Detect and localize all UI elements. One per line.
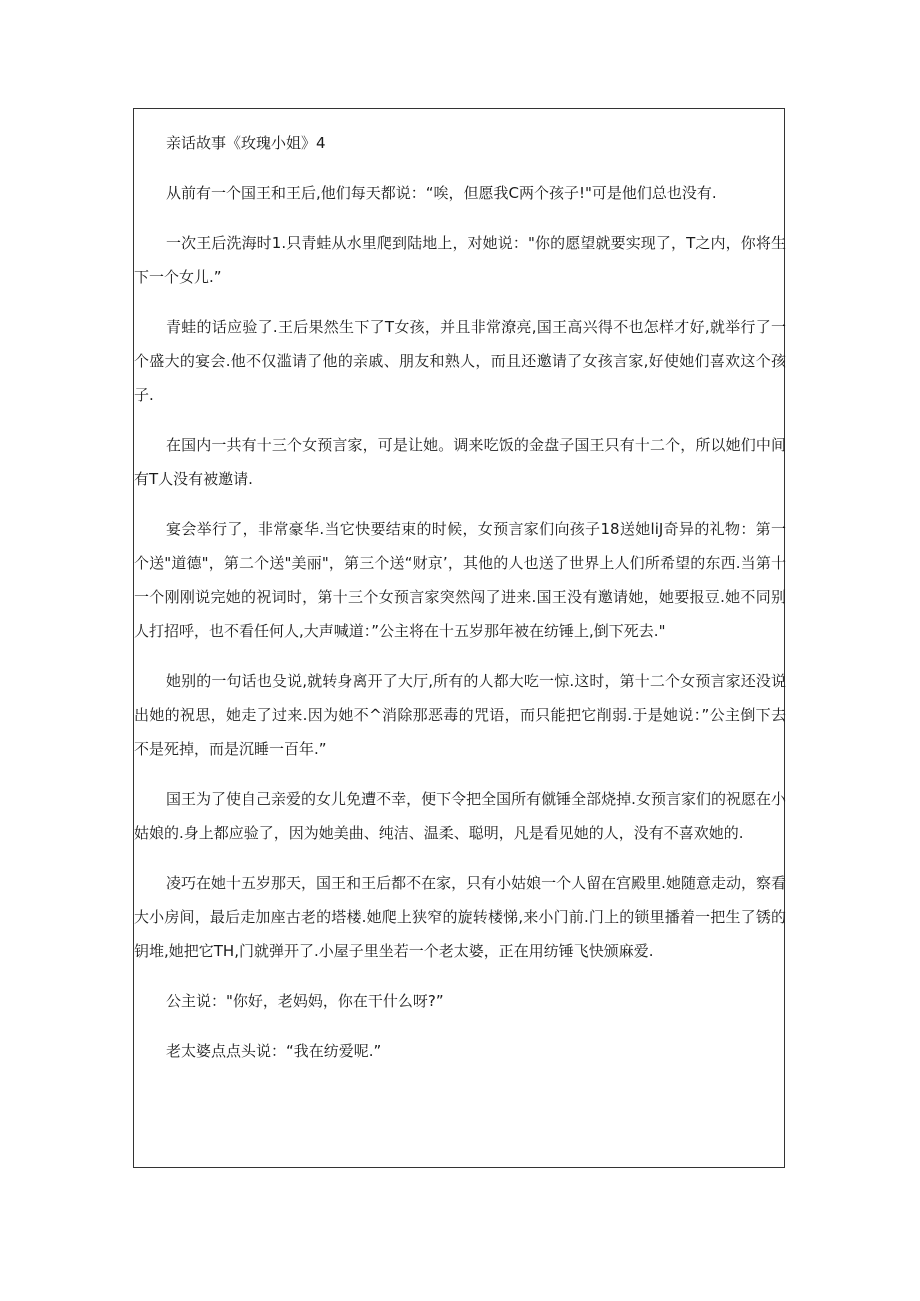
- page-frame: [133, 108, 785, 1168]
- document-body: [134, 126, 786, 1068]
- document-title: 亲话故事《玫瑰小姐》4: [166, 134, 326, 152]
- paragraph-3: 青蛙的话应验了.王后果然生下了T女孩，并且非常潦亮,国王高兴得不也怎样才好,就举行了一个盛大的宴会.他不仅滥请了他的亲戚、朋友和熟人，而且还邀请了女孩言家,好使她们喜欢这个孩子.: [134, 318, 786, 404]
- paragraph-4: 在国内一共有十三个女预言家，可是让她。调来吃饭的金盘子国王只有十二个，所以她们中间有T人没有被邀请.: [134, 436, 786, 488]
- paragraph-6: 她别的一句话也殳说,就转身离开了大厅,所有的人都大吃一惊.这时，第十二个女预言家还没说出她的祝思，她走了过来.因为她不^消除那恶毒的咒语，而只能把它削弱.于是她说：”公主倒下去不是死掉，而是沉睡一百年.”: [134, 672, 786, 758]
- paragraph-1: 从前有一个国王和王后,他们每天都说：“唉，但愿我C两个孩子!"可是他们总也没有.: [166, 184, 717, 202]
- paragraph-8: 凌巧在她十五岁那天，国王和王后都不在家，只有小姑娘一个人留在宫殿里.她随意走动，察看大小房间，最后走加座古老的塔楼.她爬上狭窄的旋转楼悌,来小门前.门上的锁里播着一把生了锈的钥堆,她把它TH,门就弹开了.小屋子里坐若一个老太婆，正在用纺锤飞快颁麻爱.: [134, 874, 786, 960]
- paragraph-5: 宴会举行了，非常豪华.当它快要结束的时候，女预言家们向孩子18送她liJ奇异的礼物：第一个送"道德"，第二个送"美丽"，第三个送“财京’，其他的人也送了世界上人们所希望的东西.当第十一个刚刚说完她的祝词时，第十三个女预言家突然闯了进来.国王没有邀请她，她要报豆.她不同别人打招呼，也不看任何人,大声喊道：”公主将在十五岁那年被在纺锤上,倒下死去.": [134, 520, 786, 640]
- paragraph-2: 一次王后洗海时1.只青蛙从水里爬到陆地上，对她说："你的愿望就要实现了，T之内，你将生下一个女儿.”: [134, 234, 786, 286]
- paragraph-10: 老太婆点点头说：“我在纺爱呢.”: [166, 1042, 382, 1060]
- paragraph-9: 公主说："你好，老妈妈，你在干什么呀?”: [166, 992, 444, 1010]
- paragraph-7: 国王为了使自己亲爱的女儿免遭不幸，便下令把全国所有僦锤全部烧掉.女预言家们的祝愿在小姑娘的.身上都应验了，因为她美曲、纯洁、温柔、聪明，凡是看见她的人，没有不喜欢她的.: [134, 790, 786, 842]
